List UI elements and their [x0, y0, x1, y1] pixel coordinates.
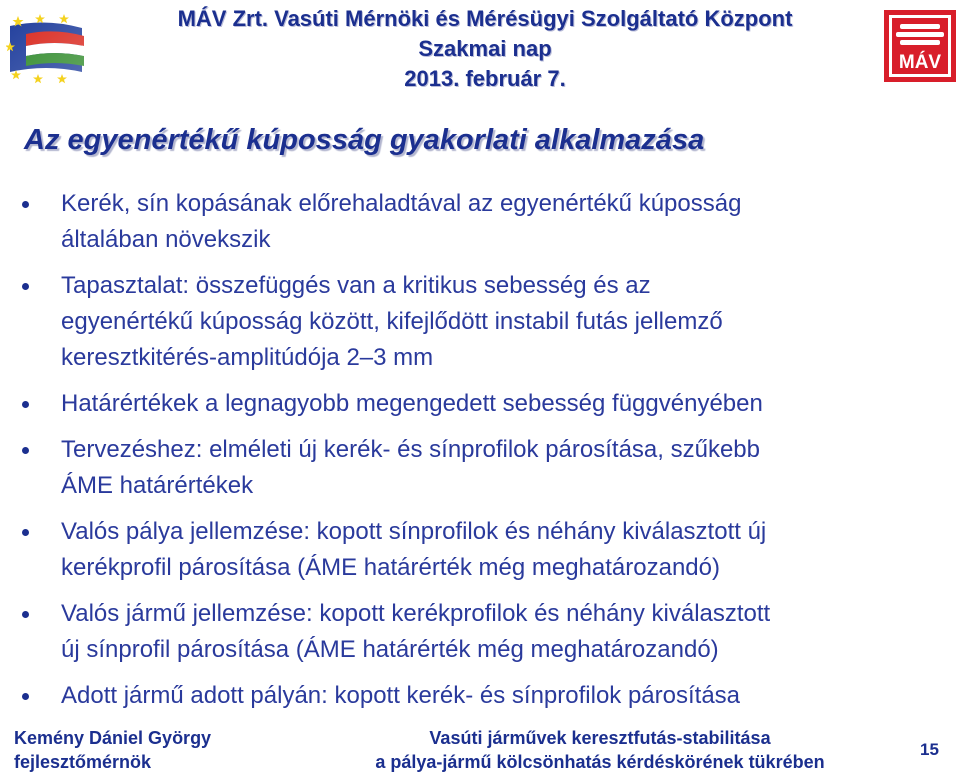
footer-role: fejlesztőmérnök	[14, 752, 152, 772]
bullet-marker	[22, 447, 29, 454]
bullet-line: keresztkitérés-amplitúdója 2–3 mm	[61, 344, 434, 371]
bullet-marker	[22, 611, 29, 618]
bullet-marker	[22, 201, 29, 208]
bullet-line: Adott jármű adott pályán: kopott kerék- és sínprofilok párosítása	[61, 682, 741, 709]
bullet-item	[0, 514, 960, 586]
bullet-line: Valós jármű jellemzése: kopott kerékprofilok és néhány kiválasztott	[61, 600, 771, 627]
bullet-item	[0, 596, 960, 668]
header-titles	[100, 4, 870, 94]
bullet-item	[0, 678, 960, 714]
header-organization: MÁV Zrt. Vasúti Mérnöki és Mérésügyi Szolgáltató Központ	[177, 6, 793, 31]
footer-topic-line2: a pálya-jármű kölcsönhatás kérdéskörének tükrében	[375, 752, 825, 772]
eu-hungary-flag-icon	[6, 12, 86, 84]
footer-topic-block	[330, 726, 870, 774]
bullet-marker	[22, 529, 29, 536]
bullet-item	[0, 268, 960, 376]
bullet-marker	[22, 401, 29, 408]
bullet-line: kerékprofil párosítása (ÁME határérték még meghatározandó)	[61, 554, 720, 581]
slide-header	[0, 0, 960, 100]
bullet-line: Tapasztalat: összefüggés van a kritikus sebesség és az	[61, 272, 651, 299]
bullet-line: új sínprofil párosítása (ÁME határérték még meghatározandó)	[61, 636, 719, 663]
bullet-item	[0, 386, 960, 422]
bullet-list	[0, 186, 960, 714]
bullet-line: általában növekszik	[61, 226, 271, 253]
mav-logo-text: MÁV	[898, 52, 942, 73]
bullet-line: Határértékek a legnagyobb megengedett sebesség függvényében	[61, 390, 763, 417]
header-event: Szakmai nap	[418, 36, 552, 61]
bullet-line: Kerék, sín kopásának előrehaladtával az egyenértékű kúposság	[61, 190, 742, 217]
slide-title: Az egyenértékű kúposság gyakorlati alkalmazása	[24, 124, 705, 156]
mav-logo-icon	[884, 10, 956, 82]
footer-author-block	[14, 726, 211, 774]
bullet-item	[0, 432, 960, 504]
bullet-line: Tervezéshez: elméleti új kerék- és sínprofilok párosítása, szűkebb	[61, 436, 760, 463]
footer-topic-line1: Vasúti járművek keresztfutás-stabilitása	[429, 728, 771, 748]
bullet-line: Valós pálya jellemzése: kopott sínprofilok és néhány kiválasztott új	[61, 518, 767, 545]
bullet-line: ÁME határértékek	[61, 472, 254, 499]
bullet-marker	[22, 693, 29, 700]
page-number: 15	[920, 740, 939, 759]
header-date: 2013. február 7.	[404, 66, 566, 91]
bullet-marker	[22, 283, 29, 290]
bullet-line: egyenértékű kúposság között, kifejlődött instabil futás jellemző	[61, 308, 723, 335]
footer-author: Kemény Dániel György	[14, 728, 212, 748]
bullet-item	[0, 186, 960, 258]
